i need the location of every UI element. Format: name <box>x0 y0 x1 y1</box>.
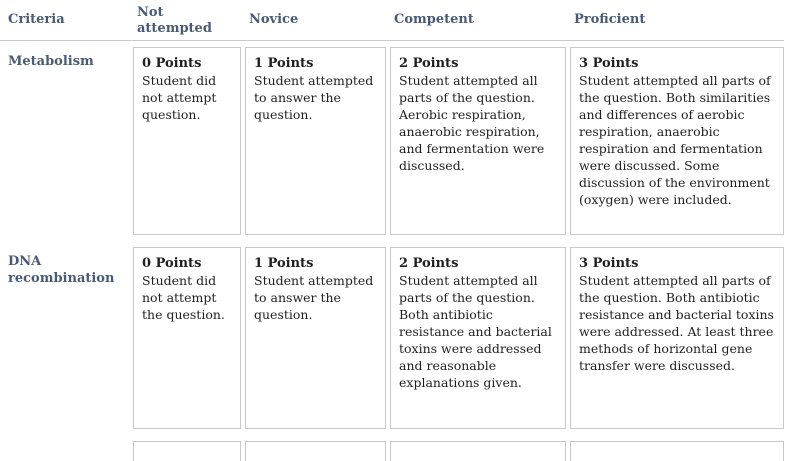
rating-points: 3 Points <box>579 256 639 271</box>
rating-cell-competent <box>386 41 566 242</box>
header-competent: Competent <box>386 0 566 41</box>
rating-cell-empty <box>129 435 241 461</box>
rating-points: 0 Points <box>142 256 202 271</box>
rating-points: 2 Points <box>399 56 459 71</box>
header-novice: Novice <box>241 0 386 41</box>
rating-cell-not-attempted <box>129 41 241 242</box>
rating-cell-proficient <box>566 41 784 242</box>
rating-points: 1 Points <box>254 56 314 71</box>
rating-cell-empty <box>386 435 566 461</box>
rating-cell-novice <box>241 241 386 435</box>
rating-cell-empty <box>241 435 386 461</box>
rating-description: Student did not attempt question. <box>142 73 217 122</box>
criterion-row-dna-recombination <box>0 241 784 435</box>
rating-description: Student attempted all parts of the question. Aerobic respiration, anaerobic respiration, and fermentation were discussed. <box>399 73 545 173</box>
rating-points: 0 Points <box>142 56 202 71</box>
rating-points: 1 Points <box>254 256 314 271</box>
rating-cell-not-attempted <box>129 241 241 435</box>
rating-cell-competent <box>386 241 566 435</box>
header-row <box>0 0 784 41</box>
criterion-row-partial <box>0 435 784 461</box>
header-criteria: Criteria <box>0 0 129 41</box>
rating-cell-novice <box>241 41 386 242</box>
rating-points: 3 Points <box>579 56 639 71</box>
rating-points: 2 Points <box>399 256 459 271</box>
header-not-attempted: Not attempted <box>129 0 241 41</box>
header-proficient: Proficient <box>566 0 784 41</box>
criterion-label: Metabolism <box>8 54 94 69</box>
criterion-label: DNA recombination <box>8 254 115 286</box>
rating-description: Student did not attempt the question. <box>142 273 225 322</box>
rating-description: Student attempted all parts of the question. Both antibiotic resistance and bacterial toxins were addressed. At least three methods of horizontal gene transfer were discussed. <box>579 273 774 373</box>
rating-description: Student attempted to answer the question. <box>254 73 374 122</box>
rating-cell-proficient <box>566 241 784 435</box>
rating-cell-empty <box>566 435 784 461</box>
criterion-label <box>0 435 129 461</box>
criterion-row-metabolism <box>0 41 784 242</box>
rating-description: Student attempted to answer the question. <box>254 273 374 322</box>
rating-description: Student attempted all parts of the question. Both similarities and differences of aerobic respiration, anaerobic respiration and fermentation were discussed. Some discussion of the environment (oxygen) were included. <box>579 73 771 207</box>
rating-description: Student attempted all parts of the question. Both antibiotic resistance and bacterial toxins were addressed and reasonable explanations given. <box>399 273 552 390</box>
